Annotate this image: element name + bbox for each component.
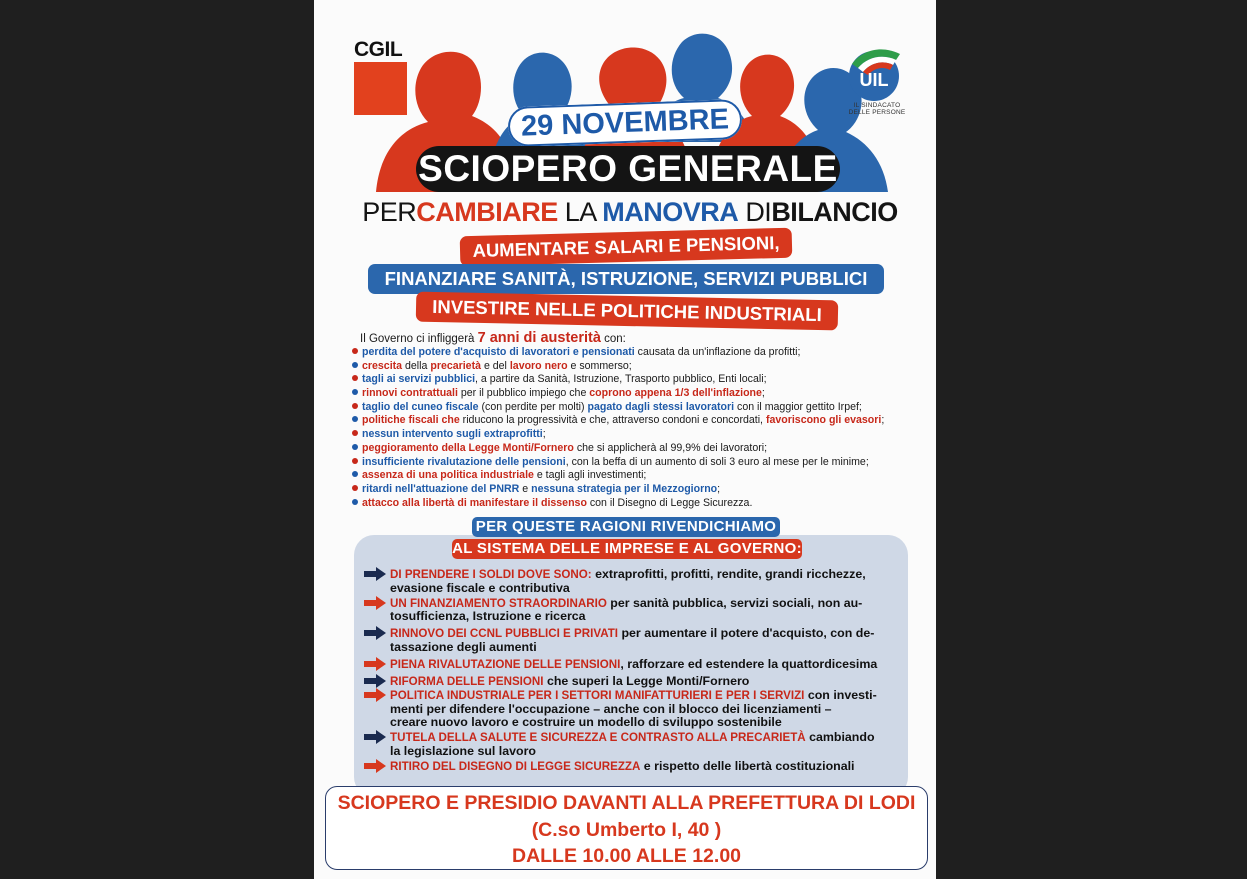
bullet-dot: [352, 348, 358, 354]
uil-logo-text: UIL: [859, 70, 889, 90]
arrow-right-icon: [364, 596, 386, 610]
demand-item: [364, 689, 894, 728]
grievance-text: nessuna strategia per il Mezzogiorno: [531, 482, 718, 495]
grievance-text: ;: [881, 414, 885, 427]
bullet-dot: [352, 375, 358, 381]
event-time: DALLE 10.00 ALLE 12.00: [511, 845, 742, 867]
flyer-page: [314, 0, 936, 879]
grievance-text: favoriscono gli evasori: [765, 414, 882, 427]
banner-funding: FINANZIARE SANITÀ, ISTRUZIONE, SERVIZI PUBBLICI: [368, 264, 884, 294]
grievance-text: ritardi nell'attuazione del PNRR: [362, 482, 520, 495]
grievance-text: precarietà: [430, 359, 481, 372]
demand-text: tosufficienza, Istruzione e ricerca: [390, 609, 586, 624]
bullet-dot: [352, 499, 358, 505]
demand-text: che superi la Legge Monti/Fornero: [543, 673, 750, 688]
grievance-text: della: [402, 359, 431, 372]
grievance-text: ;: [761, 387, 765, 400]
grievance-text: coprono appena 1/3 dell'inflazione: [589, 387, 762, 400]
arrow-right-icon: [364, 730, 386, 744]
demand-list: [364, 568, 894, 774]
bullet-dot: [352, 362, 358, 368]
demand-text: menti per difendere l'occupazione – anche con il blocco dei licenziamenti –: [390, 702, 832, 717]
demand-lead: UN FINANZIAMENTO STRAORDINARIO: [390, 596, 607, 610]
demand-item: [364, 675, 894, 689]
grievance-text: peggioramento della Legge Monti/Fornero: [362, 441, 574, 454]
banner-industry: INVESTIRE NELLE POLITICHE INDUSTRIALI: [416, 292, 839, 331]
banner-salaries: AUMENTARE SALARI E PENSIONI,: [460, 228, 793, 267]
bullet-dot: [352, 444, 358, 450]
demand-lead: DI PRENDERE I SOLDI DOVE SONO:: [390, 568, 592, 581]
demand-text: creare nuovo lavoro e costruire un modello di sviluppo sostenibile: [390, 714, 782, 729]
demand-text: , rafforzare ed estendere la quattordicesima: [620, 656, 878, 671]
arrow-right-icon: [364, 759, 386, 773]
subtitle-word: LA: [564, 197, 596, 227]
grievance-text: pagato dagli stessi lavoratori: [587, 400, 735, 413]
bullet-dot: [352, 416, 358, 422]
grievance-item: [352, 483, 922, 497]
subtitle-word: BILANCIO: [771, 197, 898, 227]
grievance-item: [352, 346, 922, 360]
grievance-item: [352, 401, 922, 415]
bullet-dot: [352, 430, 358, 436]
grievance-list: [352, 346, 922, 510]
demand-item: [364, 760, 894, 774]
arrow-right-icon: [364, 688, 386, 702]
arrow-right-icon: [364, 626, 386, 640]
intro-prefix: Il Governo ci infliggerà: [360, 333, 478, 345]
subtitle-word: MANOVRA: [602, 197, 739, 227]
grievance-text: e tagli agli investimenti;: [533, 469, 647, 482]
arrow-right-icon: [364, 674, 386, 688]
demand-lead: TUTELA DELLA SALUTE E SICUREZZA E CONTRASTO ALLA PRECARIETÀ: [390, 730, 806, 744]
grievance-text: taglio del cuneo fiscale: [362, 400, 479, 413]
intro-text: [360, 330, 626, 346]
bullet-dot: [352, 485, 358, 491]
grievance-text: insufficiente rivalutazione delle pensioni: [362, 455, 566, 468]
uil-tagline: [842, 102, 912, 116]
grievance-text: , a partire da Sanità, Istruzione, Trasporto pubblico, Enti locali;: [475, 373, 767, 386]
demand-item: [364, 731, 894, 758]
grievance-text: causata da un'inflazione da profitti;: [634, 346, 801, 358]
grievance-item: [352, 428, 922, 442]
demand-text: extraprofitti, profitti, rendite, grandi ricchezze,: [591, 567, 866, 581]
intro-suffix: con:: [600, 333, 626, 345]
grievance-text: ;: [542, 428, 546, 441]
grievance-text: politiche fiscali che: [362, 414, 460, 427]
grievance-text: che si applicherà al 99,9% dei lavoratori;: [573, 441, 768, 454]
demand-item: [364, 658, 894, 672]
grievance-item: [352, 387, 922, 401]
arrow-right-icon: [364, 567, 386, 581]
demand-item: [364, 568, 894, 595]
demand-text: cambiando: [805, 729, 875, 744]
grievance-item: [352, 442, 922, 456]
grievance-text: e sommerso;: [567, 359, 632, 372]
grievance-text: rinnovi contrattuali: [362, 387, 458, 400]
grievance-item: [352, 360, 922, 374]
uil-tagline-line-1: IL SINDACATO: [853, 102, 901, 109]
grievance-text: per il pubblico impiego che: [457, 387, 590, 400]
grievance-item: [352, 373, 922, 387]
demand-text: con investi-: [804, 688, 877, 703]
intro-highlight: 7 anni di austerità: [477, 330, 601, 346]
demand-text: la legislazione sul lavoro: [390, 743, 536, 758]
event-title: SCIOPERO E PRESIDIO DAVANTI ALLA PREFETTURA DI LODI: [337, 792, 916, 814]
strike-date: 29 NOVEMBRE: [507, 99, 742, 147]
demand-lead: RITIRO DEL DISEGNO DI LEGGE SICUREZZA: [390, 760, 641, 774]
grievance-text: ;: [717, 482, 721, 495]
grievance-text: riducono la progressività e che, attraverso condoni e concordati,: [459, 414, 766, 427]
grievance-text: , con la beffa di un aumento di soli 3 euro al mese per le minime;: [565, 455, 869, 468]
grievance-item: [352, 414, 922, 428]
grievance-text: e: [519, 482, 532, 495]
grievance-item: [352, 469, 922, 483]
uil-tagline-line-2: DELLE PERSONE: [848, 109, 906, 116]
grievance-text: nessun intervento sugli extraprofitti: [362, 428, 543, 441]
grievance-item: [352, 497, 922, 511]
uil-logo: [844, 44, 904, 104]
bullet-dot: [352, 471, 358, 477]
grievance-text: con il maggior gettito Irpef;: [734, 400, 862, 413]
subtitle-word: PER: [362, 197, 417, 227]
demand-lead: POLITICA INDUSTRIALE PER I SETTORI MANIFATTURIERI E PER I SERVIZI: [390, 689, 805, 703]
demands-header-line-2: AL SISTEMA DELLE IMPRESE E AL GOVERNO:: [452, 540, 802, 557]
grievance-text: (con perdite per molti): [478, 400, 588, 413]
grievance-text: con il Disegno di Legge Sicurezza.: [586, 496, 753, 509]
demand-text: evasione fiscale e contributiva: [390, 580, 570, 595]
subtitle-word: DI: [745, 197, 772, 227]
demand-text: tassazione degli aumenti: [390, 639, 537, 654]
grievance-text: lavoro nero: [509, 359, 568, 372]
demand-lead: PIENA RIVALUTAZIONE DELLE PENSIONI: [390, 657, 621, 671]
arrow-right-icon: [364, 657, 386, 671]
grievance-text: assenza di una politica industriale: [362, 469, 534, 482]
event-details-box: [325, 786, 928, 870]
cgil-logo-text: CGIL: [354, 38, 403, 61]
strike-title: SCIOPERO GENERALE: [416, 146, 840, 192]
demand-lead: RIFORMA DELLE PENSIONI: [390, 674, 544, 688]
demand-item: [364, 627, 894, 654]
grievance-text: e del: [481, 359, 510, 372]
subtitle-word: CAMBIARE: [416, 197, 558, 227]
grievance-item: [352, 456, 922, 470]
grievance-text: crescita: [362, 359, 403, 372]
demand-item: [364, 597, 894, 624]
demands-header-line-1: PER QUESTE RAGIONI RIVENDICHIAMO: [472, 517, 780, 537]
event-address: (C.so Umberto I, 40 ): [531, 818, 722, 841]
grievance-text: attacco alla libertà di manifestare il dissenso: [362, 496, 587, 509]
bullet-dot: [352, 403, 358, 409]
grievance-text: perdita del potere d'acquisto di lavoratori e pensionati: [362, 346, 635, 358]
demand-text: per aumentare il potere d'acquisto, con de-: [618, 626, 875, 641]
strike-subtitle: [354, 196, 906, 228]
bullet-dot: [352, 389, 358, 395]
demand-text: e rispetto delle libertà costituzionali: [640, 759, 855, 774]
bullet-dot: [352, 458, 358, 464]
grievance-text: tagli ai servizi pubblici: [362, 373, 476, 386]
demand-text: per sanità pubblica, servizi sociali, non au-: [606, 595, 863, 610]
demand-lead: RINNOVO DEI CCNL PUBBLICI E PRIVATI: [390, 627, 619, 641]
